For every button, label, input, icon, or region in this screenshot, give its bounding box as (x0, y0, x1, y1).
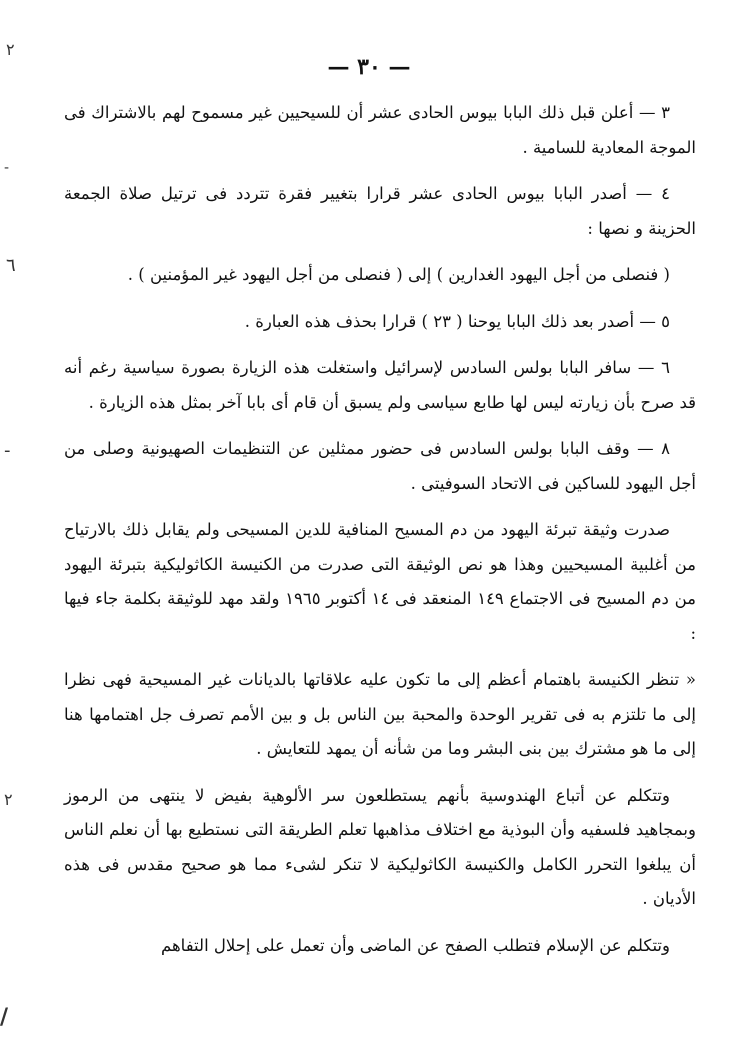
margin-mark: - (4, 160, 10, 176)
margin-mark: - (4, 440, 11, 461)
page-number: — ٣٠ — (327, 54, 411, 80)
paragraph-item-5: ٥ — أصدر بعد ذلك البابا يوحنا ( ٢٣ ) قرارا بحذف هذه العبارة . (244, 311, 670, 331)
paragraph-item-6: ٦ — سافر البابا بولس السادس لإسرائيل واستغلت هذه الزيارة بصورة سياسية رغم أنه قد صرح بأن زيارته ليس لها طابع سياسى ولم يسبق أن قام أى بابا آخر بمثل هذه الزيارة . (64, 358, 696, 412)
body-text (64, 96, 696, 975)
paragraph-hinduism: وتتكلم عن أتباع الهندوسية بأنهم يستطلعون سر الألوهية بفيض لا ينتهى من الرموز وبمجاهيد فلسفيه وأن البوذية مع اختلاف مذاهبها تعلم الطريقة التى نستطيع بها أن نعلم الناس أن يبلغوا التحرر الكامل والكنيسة الكاثوليكية لا تنكر لشىء مما هو صحيح مقدس فى هذه الأديان . (64, 785, 696, 908)
margin-mark: ٢ (4, 790, 13, 809)
paragraph-item-8: ٨ — وقف البابا بولس السادس فى حضور ممثلين عن التنظيمات الصهيونية وصلى من أجل اليهود للساكين فى الاتحاد السوفيتى . (64, 439, 696, 493)
paragraph-document-issued: صدرت وثيقة تبرئة اليهود من دم المسيح المنافية للدين المسيحى ولم يقابل ذلك بالارتياح من أغلبية المسيحيين وهذا هو نص الوثيقة التى صدرت من الكنيسة الكاثوليكية بتبرئة اليهود من دم المسيح فى الاجتماع ١٤٩ المنعقد فى ١٤ أكتوبر ١٩٦٥ ولقد مهد للوثيقة بكلمة جاء فيها : (64, 520, 696, 643)
margin-mark: ٦ (6, 255, 16, 276)
paragraph-quote-church: « تنظر الكنيسة باهتمام أعظم إلى ما تكون عليه علاقاتها بالديانات غير المسيحية فهى نظرا إلى ما تلتزم به فى تقرير الوحدة والمحبة بين الناس بل و بين الأمم تصرف جل اهتمامها هنا إلى ما هو مشترك بين بنى البشر وما من شأنه أن يمهد للتعايش . (64, 670, 696, 758)
margin-mark: / (0, 1005, 9, 1030)
margin-mark: ٢ (6, 40, 15, 59)
paragraph-item-3: ٣ — أعلن قبل ذلك البابا بيوس الحادى عشر أن للسيحيين غير مسموح لهم بالاشتراك فى الموجة المعادية للسامية . (64, 103, 696, 157)
paragraph-islam: وتتكلم عن الإسلام فتطلب الصفح عن الماضى وأن تعمل على إحلال التفاهم (161, 935, 670, 955)
paragraph-item-4: ٤ — أصدر البابا بيوس الحادى عشر قرارا بتغيير فقرة تتردد فى ترتيل صلاة الجمعة الحزينة و نصها : (64, 184, 696, 238)
paragraph-quoted-phrase: ( فنصلى من أجل اليهود الغدارين ) إلى ( فنصلى من أجل اليهود غير المؤمنين ) . (127, 265, 670, 284)
